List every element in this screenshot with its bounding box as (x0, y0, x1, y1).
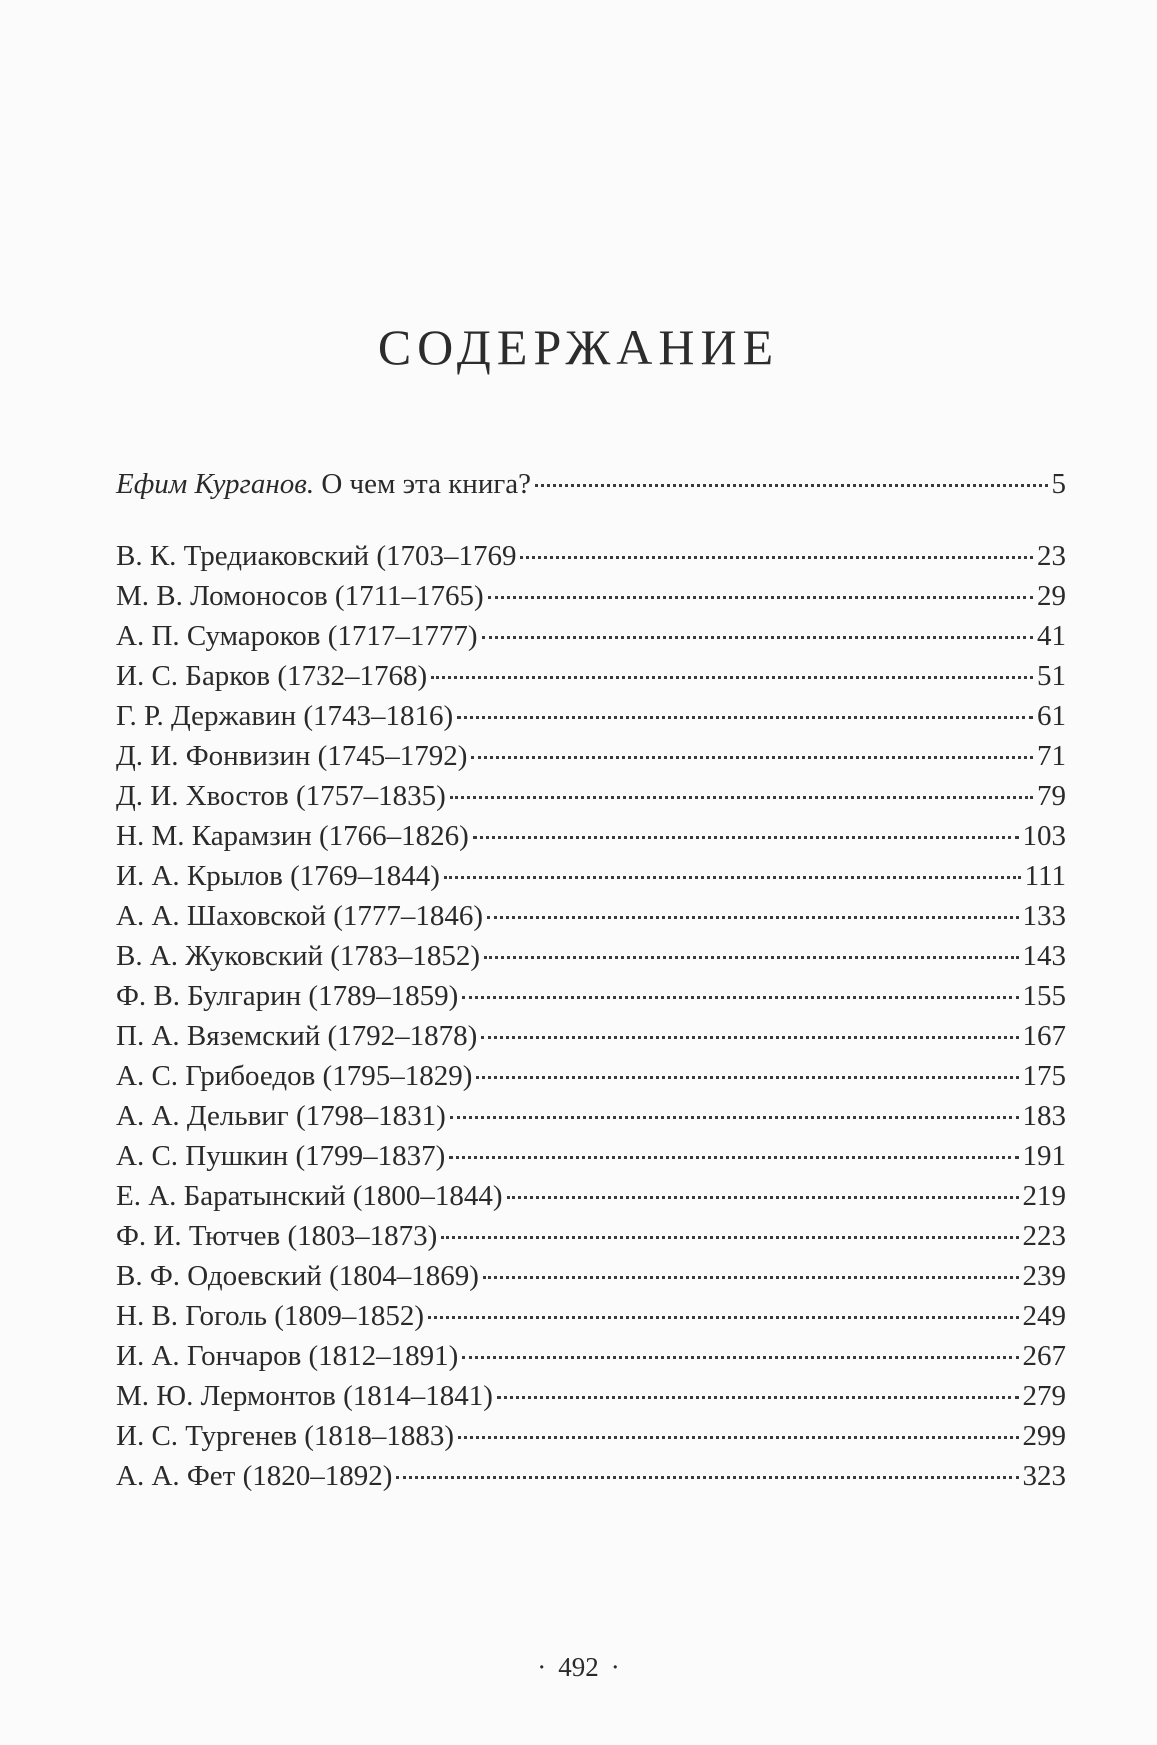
toc-entry-page: 79 (1037, 780, 1066, 812)
toc-intro-author: Ефим Курганов. (116, 468, 315, 500)
toc-entry-label: И. А. Гончаров (1812–1891) (116, 1340, 459, 1372)
toc-entry-row (116, 1056, 1066, 1096)
toc-entry-page: 223 (1022, 1220, 1066, 1252)
dot-leader (473, 836, 1019, 839)
toc-entry-page: 29 (1037, 580, 1066, 612)
dot-leader (449, 1156, 1018, 1159)
dot-leader (520, 556, 1033, 559)
toc-entry-label: А. А. Фет (1820–1892) (116, 1460, 393, 1492)
toc-entry-page: 51 (1037, 660, 1066, 692)
toc-entry-label: Е. А. Баратынский (1800–1844) (116, 1180, 503, 1212)
dot-leader (462, 996, 1018, 999)
toc-entry-row (116, 1336, 1066, 1376)
dot-leader (476, 1076, 1018, 1079)
dot-leader (471, 756, 1033, 759)
toc-entry-row (116, 1256, 1066, 1296)
toc-intro-page: 5 (1051, 468, 1066, 500)
toc-entry-page: 71 (1037, 740, 1066, 772)
toc-entry-label: П. А. Вяземский (1792–1878) (116, 1020, 478, 1052)
dot-leader (450, 1116, 1019, 1119)
toc-entry-label: Д. И. Фонвизин (1745–1792) (116, 740, 468, 772)
toc-intro-text: О чем эта книга? (314, 468, 531, 500)
footer-bullet-left: · (537, 1652, 547, 1682)
toc-entry-label: М. В. Ломоносов (1711–1765) (116, 580, 484, 612)
toc-entry-label: М. Ю. Лермонтов (1814–1841) (116, 1380, 493, 1412)
toc-entry-row (116, 1136, 1066, 1176)
dot-leader (457, 716, 1033, 719)
toc-entry-row (116, 816, 1066, 856)
dot-leader (396, 1476, 1018, 1479)
toc-entry-label: Ф. И. Тютчев (1803–1873) (116, 1220, 438, 1252)
toc-entry-row (116, 1456, 1066, 1496)
toc-entry-label: А. С. Пушкин (1799–1837) (116, 1140, 446, 1172)
toc-entry-page: 23 (1037, 540, 1066, 572)
toc-entry-label: И. С. Тургенев (1818–1883) (116, 1420, 455, 1452)
toc-entry-page: 191 (1022, 1140, 1066, 1172)
toc-entry-page: 133 (1022, 900, 1066, 932)
toc-entry-row (116, 536, 1066, 576)
dot-leader (444, 876, 1021, 879)
toc-intro-row (116, 464, 1066, 504)
toc-entry-label: Н. В. Гоголь (1809–1852) (116, 1300, 425, 1332)
dot-leader (441, 1236, 1018, 1239)
dot-leader (507, 1196, 1019, 1199)
toc-entry-row (116, 1016, 1066, 1056)
toc-entry-label: И. С. Барков (1732–1768) (116, 660, 428, 692)
toc-entry-label: Ф. В. Булгарин (1789–1859) (116, 980, 459, 1012)
dot-leader (481, 1036, 1018, 1039)
toc-entry-row (116, 616, 1066, 656)
toc-entry-page: 41 (1037, 620, 1066, 652)
toc-entry-page: 61 (1037, 700, 1066, 732)
toc-entry-page: 323 (1022, 1460, 1066, 1492)
page-number: 492 (558, 1652, 599, 1682)
toc-entry-row (116, 776, 1066, 816)
toc-entry-page: 219 (1022, 1180, 1066, 1212)
toc-entry-page: 167 (1022, 1020, 1066, 1052)
toc-entry-page: 267 (1022, 1340, 1066, 1372)
dot-leader (431, 676, 1033, 679)
toc-entry-page: 103 (1022, 820, 1066, 852)
toc-entry-label: И. А. Крылов (1769–1844) (116, 860, 440, 892)
dot-leader (428, 1316, 1018, 1319)
toc-entry-row (116, 576, 1066, 616)
toc-entry-row (116, 1376, 1066, 1416)
toc-entry-page: 155 (1022, 980, 1066, 1012)
dot-leader (484, 956, 1018, 959)
toc-entry-row (116, 656, 1066, 696)
toc-entry-page: 249 (1022, 1300, 1066, 1332)
toc-entry-label: Н. М. Карамзин (1766–1826) (116, 820, 469, 852)
toc-entry-label: А. П. Сумароков (1717–1777) (116, 620, 478, 652)
page-title: СОДЕРЖАНИЕ (377, 319, 780, 375)
toc-entry-row (116, 896, 1066, 936)
toc-entry-label: Г. Р. Державин (1743–1816) (116, 700, 454, 732)
dot-leader (497, 1396, 1019, 1399)
footer-bullet-right: · (610, 1652, 620, 1682)
toc-entry-row (116, 976, 1066, 1016)
toc-entry-label: А. С. Грибоедов (1795–1829) (116, 1060, 473, 1092)
dot-leader (483, 1276, 1019, 1279)
toc-entry-label: В. Ф. Одоевский (1804–1869) (116, 1260, 479, 1292)
toc-entry-page: 299 (1022, 1420, 1066, 1452)
toc-entry-label: А. А. Шаховской (1777–1846) (116, 900, 484, 932)
toc-entry-label: Д. И. Хвостов (1757–1835) (116, 780, 446, 812)
toc-entry-page: 175 (1022, 1060, 1066, 1092)
toc-intro-label (116, 464, 531, 504)
toc-entry-page: 183 (1022, 1100, 1066, 1132)
dot-leader (487, 916, 1018, 919)
dot-leader (450, 796, 1033, 799)
toc-entry-page: 143 (1022, 940, 1066, 972)
dot-leader (458, 1436, 1018, 1439)
dot-leader (488, 596, 1033, 599)
toc-entry-label: В. А. Жуковский (1783–1852) (116, 940, 481, 972)
toc-entry-page: 239 (1022, 1260, 1066, 1292)
toc-entry-page: 279 (1022, 1380, 1066, 1412)
toc-entry-row (116, 1216, 1066, 1256)
toc-entry-page: 111 (1024, 860, 1066, 892)
toc-entry-row (116, 1416, 1066, 1456)
toc-entry-row (116, 696, 1066, 736)
toc-entry-row (116, 856, 1066, 896)
toc-entry-label: В. К. Тредиаковский (1703–1769 (116, 540, 517, 572)
toc-entry-label: А. А. Дельвиг (1798–1831) (116, 1100, 446, 1132)
dot-leader (482, 636, 1033, 639)
dot-leader (535, 484, 1048, 487)
toc-entry-row (116, 1096, 1066, 1136)
toc-entry-row (116, 936, 1066, 976)
toc-entry-row (116, 736, 1066, 776)
toc-entry-row (116, 1296, 1066, 1336)
toc-entry-row (116, 1176, 1066, 1216)
dot-leader (462, 1356, 1018, 1359)
page-footer (0, 1652, 1157, 1683)
